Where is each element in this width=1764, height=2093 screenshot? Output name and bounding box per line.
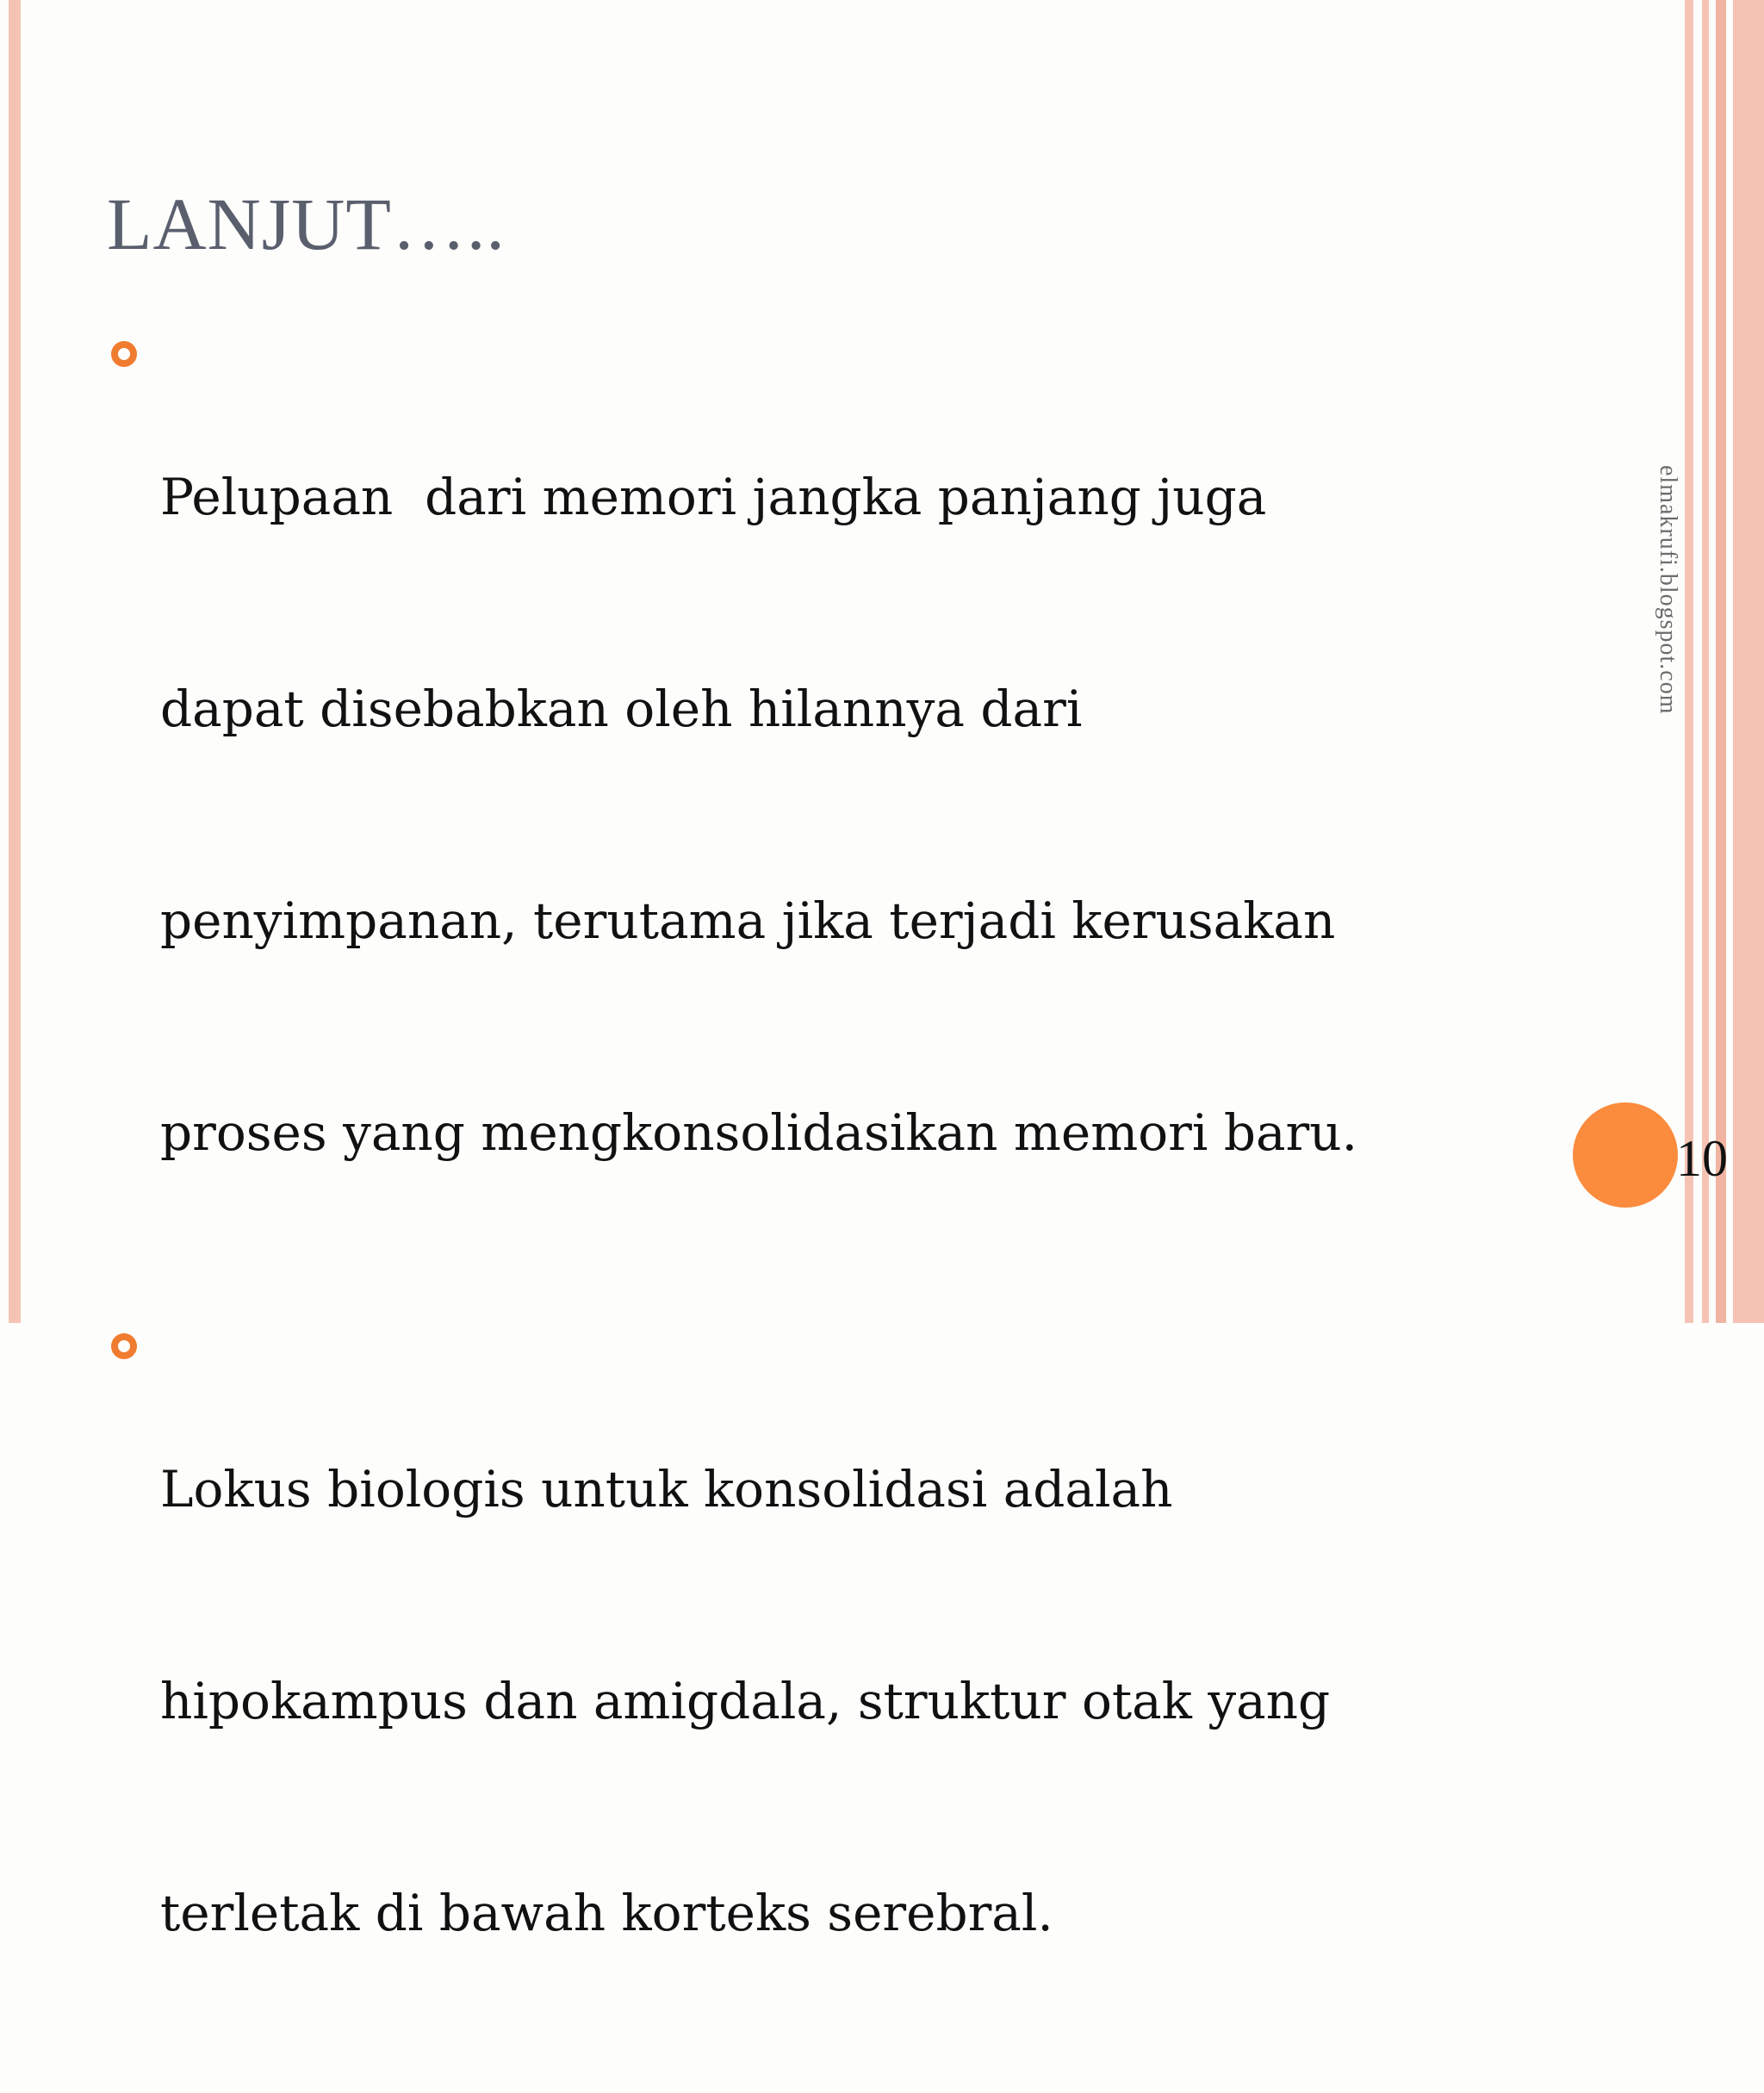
bullet-line: dapat disebabkan oleh hilannya dari — [160, 680, 1083, 738]
page-number: 10 — [1676, 1130, 1728, 1187]
right-decorative-stripe — [1702, 0, 1709, 1323]
bullet-text — [160, 1313, 1468, 2090]
bullet-text — [160, 320, 1468, 1309]
circle-bullet-icon — [111, 341, 137, 367]
slide-title: LANJUT….. — [107, 183, 506, 265]
bullet-line: terletak di bawah korteks serebral. — [160, 1884, 1053, 1942]
bullet-line: hipokampus dan amigdala, struktur otak yang — [160, 1672, 1331, 1730]
page-number-circle — [1573, 1102, 1678, 1208]
bullet-list — [107, 320, 1468, 2093]
bullet-line: penyimpanan, terutama jika terjadi kerusakan — [160, 891, 1336, 950]
right-decorative-stripe — [1685, 0, 1693, 1323]
right-decorative-stripe — [1716, 0, 1726, 1323]
circle-bullet-icon — [111, 1333, 137, 1359]
left-decorative-stripe — [9, 0, 21, 1323]
watermark-text: elmakrufi.blogspot.com — [1655, 465, 1681, 715]
right-decorative-stripe — [1733, 0, 1764, 1323]
bullet-item — [107, 1313, 1468, 2090]
bullet-item — [107, 320, 1468, 1309]
bullet-line: Pelupaan dari memori jangka panjang juga — [160, 468, 1267, 526]
bullet-line: proses yang mengkonsolidasikan memori baru. — [160, 1103, 1358, 1162]
bullet-line: Lokus biologis untuk konsolidasi adalah — [160, 1460, 1173, 1519]
